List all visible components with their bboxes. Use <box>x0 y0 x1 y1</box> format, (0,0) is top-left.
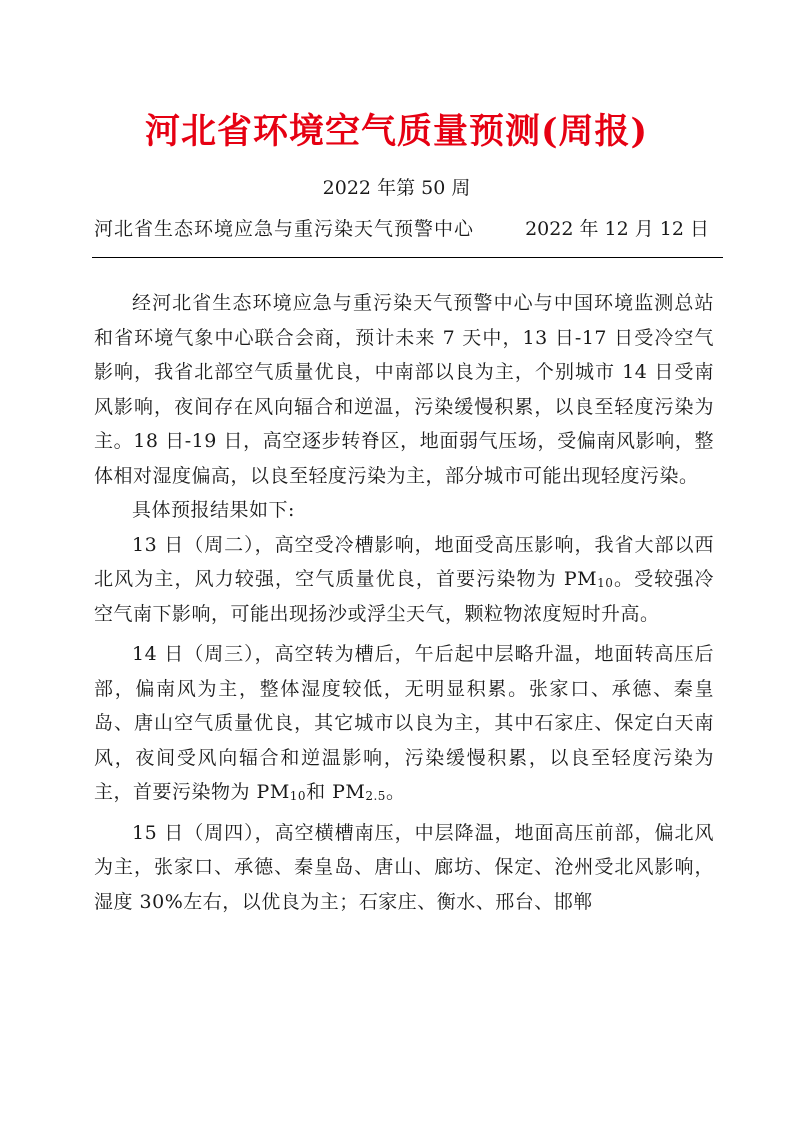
issue-number: 2022 年第 50 周 <box>322 177 471 199</box>
issue-date: 2022 年 12 月 12 日 <box>525 218 709 240</box>
day14-subscript-1: 10 <box>289 789 307 803</box>
intro-paragraph: 经河北省生态环境应急与重污染天气预警中心与中国环境监测总站和省环境气象中心联合会商，预计未来 7 天中，13 日-17 日受冷空气影响，我省北部空气质量优良，中南部以良为主，个别城市 14 日受南风影响，夜间存在风向辐合和逆温，污染缓慢积累，以良至轻度污染为主。18 日-19 日，高空逐步转脊区，地面弱气压场，受偏南风影响，整体相对湿度偏高，以良至轻度污染为主，部分城市可能出现轻度污染。 <box>94 292 714 487</box>
day13-subscript: 10 <box>597 576 614 590</box>
day15-paragraph: 15 日（周四），高空横槽南压，中层降温，地面高压前部，偏北风为主，张家口、承德、秦皇岛、唐山、廊坊、保定、沧州受北风影响，湿度 30%左右，以优良为主；石家庄、衡水、邢台、邯郸 <box>94 821 714 913</box>
day13-text-b: 。受较强冷空气南下影响，可能出现扬沙或浮尘天气，颗粒物浓度短时升高。 <box>94 568 714 625</box>
day13-paragraph <box>94 528 714 632</box>
day14-text-a: 14 日（周三），高空转为槽后，午后起中层略升温，地面转高压后部，偏南风为主，整体湿度较低，无明显积累。张家口、承德、秦皇岛、唐山空气质量优良，其它城市以良为主，其中石家庄、保定白天南风，夜间受风向辐合和逆温影响，污染缓慢积累，以良至轻度污染为主，首要污染物为 PM <box>94 643 714 803</box>
document-body <box>94 286 714 919</box>
lead-paragraph: 具体预报结果如下: <box>132 499 295 521</box>
day14-text-mid: 和 PM <box>306 781 366 803</box>
page-title: 河北省环境空气质量预测(周报) <box>144 111 649 152</box>
issuer-line <box>94 215 709 243</box>
day14-paragraph <box>94 637 714 810</box>
header-divider <box>92 257 723 258</box>
day13-text-a: 13 日（周二），高空受冷槽影响，地面受高压影响，我省大部以西北风为主，风力较强，空气质量优良，首要污染物为 PM <box>94 533 714 590</box>
day14-subscript-2: 2.5 <box>365 789 386 803</box>
issuer-name: 河北省生态环境应急与重污染天气预警中心 <box>94 218 475 240</box>
day14-text-end: 。 <box>385 781 406 803</box>
